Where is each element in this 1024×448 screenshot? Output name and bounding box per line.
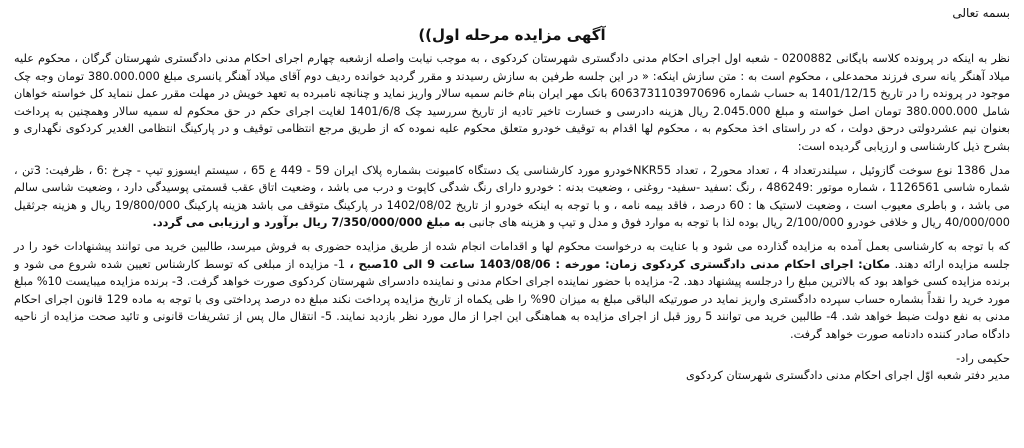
case-description-paragraph: [14, 50, 1010, 156]
vehicle-description-text: [14, 162, 1010, 232]
auction-place-time: مکان: اجرای احکام مدنی دادگستری کردکوی زمان: مورخه : 1403/08/06 ساعت 9 الی 10صبح ،: [349, 257, 891, 271]
vehicle-description-body: مدل 1386 نوع سوخت گازوئیل ، سیلندرتعداد 4 ، تعداد محور2 ، تعداد NKR55خودرو مورد کارشناسی یک دستگاه کامیونت بشماره پلاک ایران 59 - 449 ع 65 ، سیستم ایسوزو تیپ - چرخ :6 ، ظرفیت: 3تن ، شماره شاسی 1126561 ، شماره موتور :486249 ، رنگ :سفید -سفید- روغنی ، وضعیت بدنه : خودرو دارای رنگ شدگی کاپوت و درب می باشد ، وضعیت اتاق عقب قسمتی پوسیدگی دارد ، وضعیت شاسی سالم می باشد ، و باطری معیوب است ، وضعیت لاستیک ها : 60 درصد ، فاقد بیمه نامه ، و با توجه به اینکه خودرو از تاریخ 1402/08/02 در پارکینگ متوقف می باشد هزینه پارکینگ 19/800/000 ریال و هزینه جرثقیل 40/000/000 ریال و خلافی خودرو 2/100/000 ریال بوده لذا با توجه به موارد فوق و مدل و تیپ و هزینه های جانبی: [14, 163, 1010, 230]
vehicle-description-paragraph: [14, 162, 1010, 232]
auction-conditions: 1- مزایده از مبلغی که توسط کارشناس تعیین شده شروع می شود و برنده مزایده کسی خواهد بود که بالاترین مبلغ را درجلسه پیشنهاد دهد. 2- مزایده با حضور نماینده اجرای احکام مدنی و نماینده دادسرای شهرستان کردکوی صورت خواهد گرفت. 3- برنده مزایده میبایست 10% مبلغ مورد خرید را نقداً بشماره حساب سپرده دادگستری واریز نماید در صورتیکه الباقی مبلغ به میزان 90% را ظی یکماه از تاریخ مزایده پرداخت نکند مبلغ ده درصد پرداختی وی با توجه به ماده 129 قانون اجرای احکام مدنی به نفع دولت ضبط خواهد شد. 4- طالبین خرید می توانند 5 روز قبل از اجرای مزایده به هماهنگی این اجرا از مال مورد نظر بازدید نمایند. 5- انتقال مال پس از تشریفات قانونی و تائید صحت مزایده از ناحیه دادگاه صادر کننده دادنامه صورت خواهد گرفت.: [14, 257, 1011, 341]
case-description-text: نظر به اینکه در پرونده کلاسه بایگانی 0200882 - شعبه اول اجرای احکام مدنی دادگستری شهرستان کردکوی ، به موجب نیابت واصله ازشعبه چهارم اجرای احکام مدنی دادگستری شهرستان گرگان ، محکوم علیه میلاد آهنگر یانه سری فرزند محمدعلی ، محکوم است به : متن سازش اینکه: « در این جلسه طرفین به سازش رسیدند و مقرر گردید خوانده ردیف دوم آقای میلاد آهنگر یانسری مبلغ 380.000.000 تومان وجه چک موجود در پرونده را در تاریخ 1401/12/15 به حساب شماره 6063731103970696 بانک مهر ایران بنام خانم سمیه سالار واریز نماید و چنانچه نامبرده به تعهد خویش در مهلت مقرر عمل ننماید کل خواسته خواهان شامل 380.000.000 تومان اصل خواسته و مبلغ 2.045.000 ریال هزینه دادرسی و خسارت تاخیر تادیه از تاریخ سررسید چک 1401/6/8 لغایت اجرای حکم در حق محکوم له سمیه سالار وهمچنین به پرداخت بعنوان نیم عشردولتی درحق دولت ، که در راستای اخذ محکوم به ، محکوم لها اقدام به توقیف خودرو متعلق محکوم علیه نموده که از طریق مرجع انتظامی توقیف و در پارکینگ انتظامی الغدیر کردکوی نگهداری و بشرح ذیل کارشناسی و ارزیابی گردیده است:: [14, 52, 1010, 153]
signatory-role: مدیر دفتر شعبه اوّل اجرای احکام مدنی دادگستری شهرستان کردکوی: [686, 368, 1010, 382]
bismillah-header: بسمه تعالی: [952, 6, 1010, 20]
signature-block: [14, 350, 1010, 384]
appraisal-amount: به مبلغ 7/350/000/000 ریال برآورد و ارزیابی می گردد.: [152, 216, 466, 230]
announcement-title: آگهی مزایده مرحله اول)): [418, 26, 606, 44]
signatory-name: حکیمی راد-: [956, 351, 1010, 365]
auction-terms-text: [14, 238, 1010, 344]
auction-terms-paragraph: [14, 238, 1010, 344]
auction-intro: که با توجه به کارشناسی بعمل آمده به مزایده گذارده می شود و با عنایت به درخواست محکوم لها و اقدامات انجام شده از طریق مزایده حضوری به فروش میرسد، طالبین خرید می توانند پیشنهادات خود را در جلسه مزایده ارائه دهند.: [14, 239, 1010, 271]
